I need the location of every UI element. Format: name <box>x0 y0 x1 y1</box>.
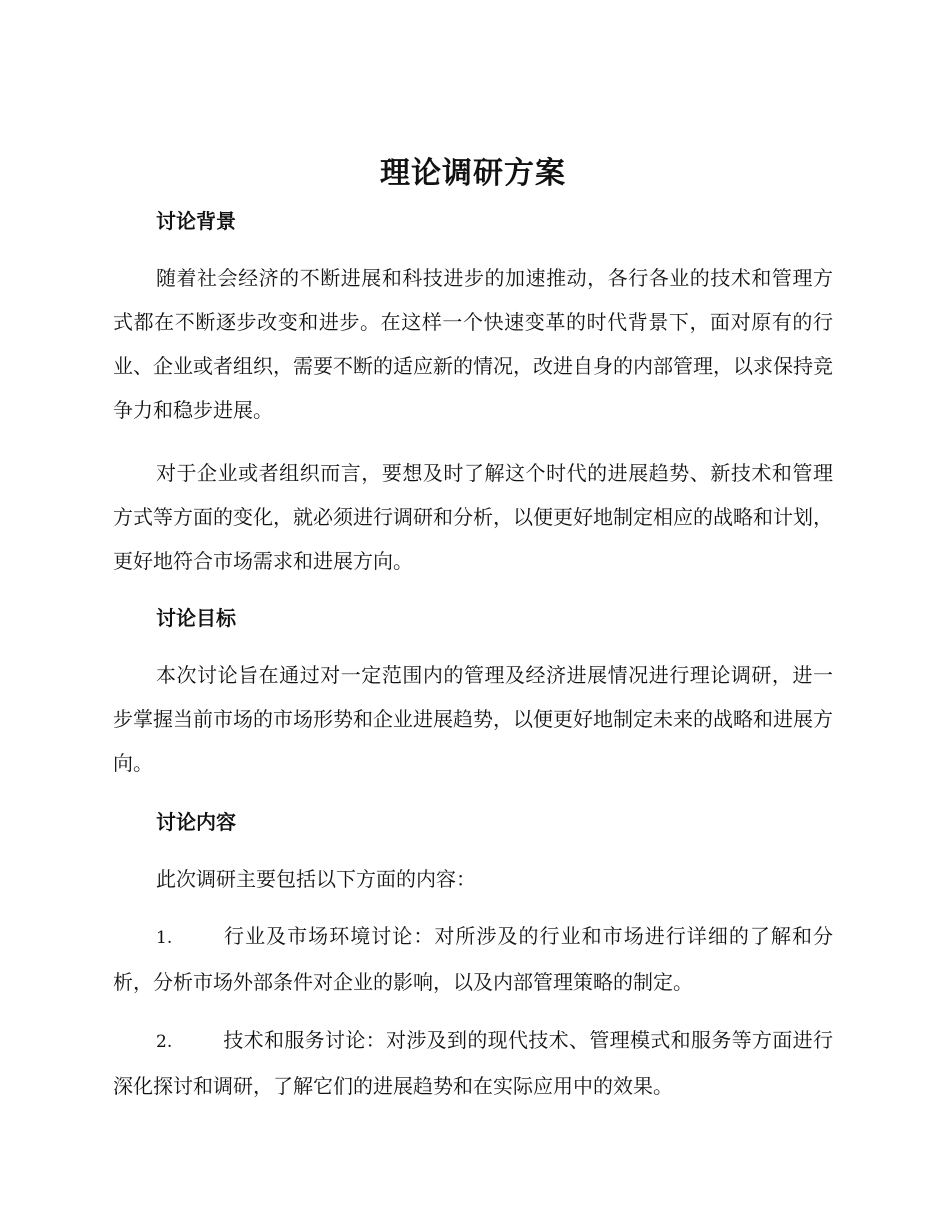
paragraph-background-2: 对于企业或者组织而言，要想及时了解这个时代的进展趋势、新技术和管理方式等方面的变化，就必须进行调研和分析，以便更好地制定相应的战略和计划，更好地符合市场需求和进展方向。 <box>113 461 833 573</box>
document-title: 理论调研方案 <box>380 156 566 191</box>
list-item-number: 2. <box>156 1032 173 1052</box>
section-heading-goal: 讨论目标 <box>156 606 236 630</box>
paragraph-content-intro: 此次调研主要包括以下方面的内容： <box>156 867 476 891</box>
list-item <box>113 1018 833 1108</box>
list-item-text: 技术和服务讨论：对涉及到的现代技术、管理模式和服务等方面进行深化探讨和调研，了解它们的进展趋势和在实际应用中的效果。 <box>113 1028 833 1098</box>
list-item-text: 行业及市场环境讨论：对所涉及的行业和市场进行详细的了解和分析，分析市场外部条件对企业的影响，以及内部管理策略的制定。 <box>113 924 833 994</box>
paragraph-goal: 本次讨论旨在通过对一定范围内的管理及经济进展情况进行理论调研，进一步掌握当前市场的市场形势和企业进展趋势，以便更好地制定未来的战略和进展方向。 <box>113 663 833 775</box>
list-item-number: 1. <box>156 928 173 948</box>
section-heading-content: 讨论内容 <box>156 810 236 834</box>
paragraph-background-1: 随着社会经济的不断进展和科技进步的加速推动，各行各业的技术和管理方式都在不断逐步改变和进步。在这样一个快速变革的时代背景下，面对原有的行业、企业或者组织，需要不断的适应新的情况，改进自身的内部管理，以求保持竞争力和稳步进展。 <box>113 266 833 422</box>
list-item <box>113 914 833 1004</box>
section-heading-background: 讨论背景 <box>156 209 236 233</box>
